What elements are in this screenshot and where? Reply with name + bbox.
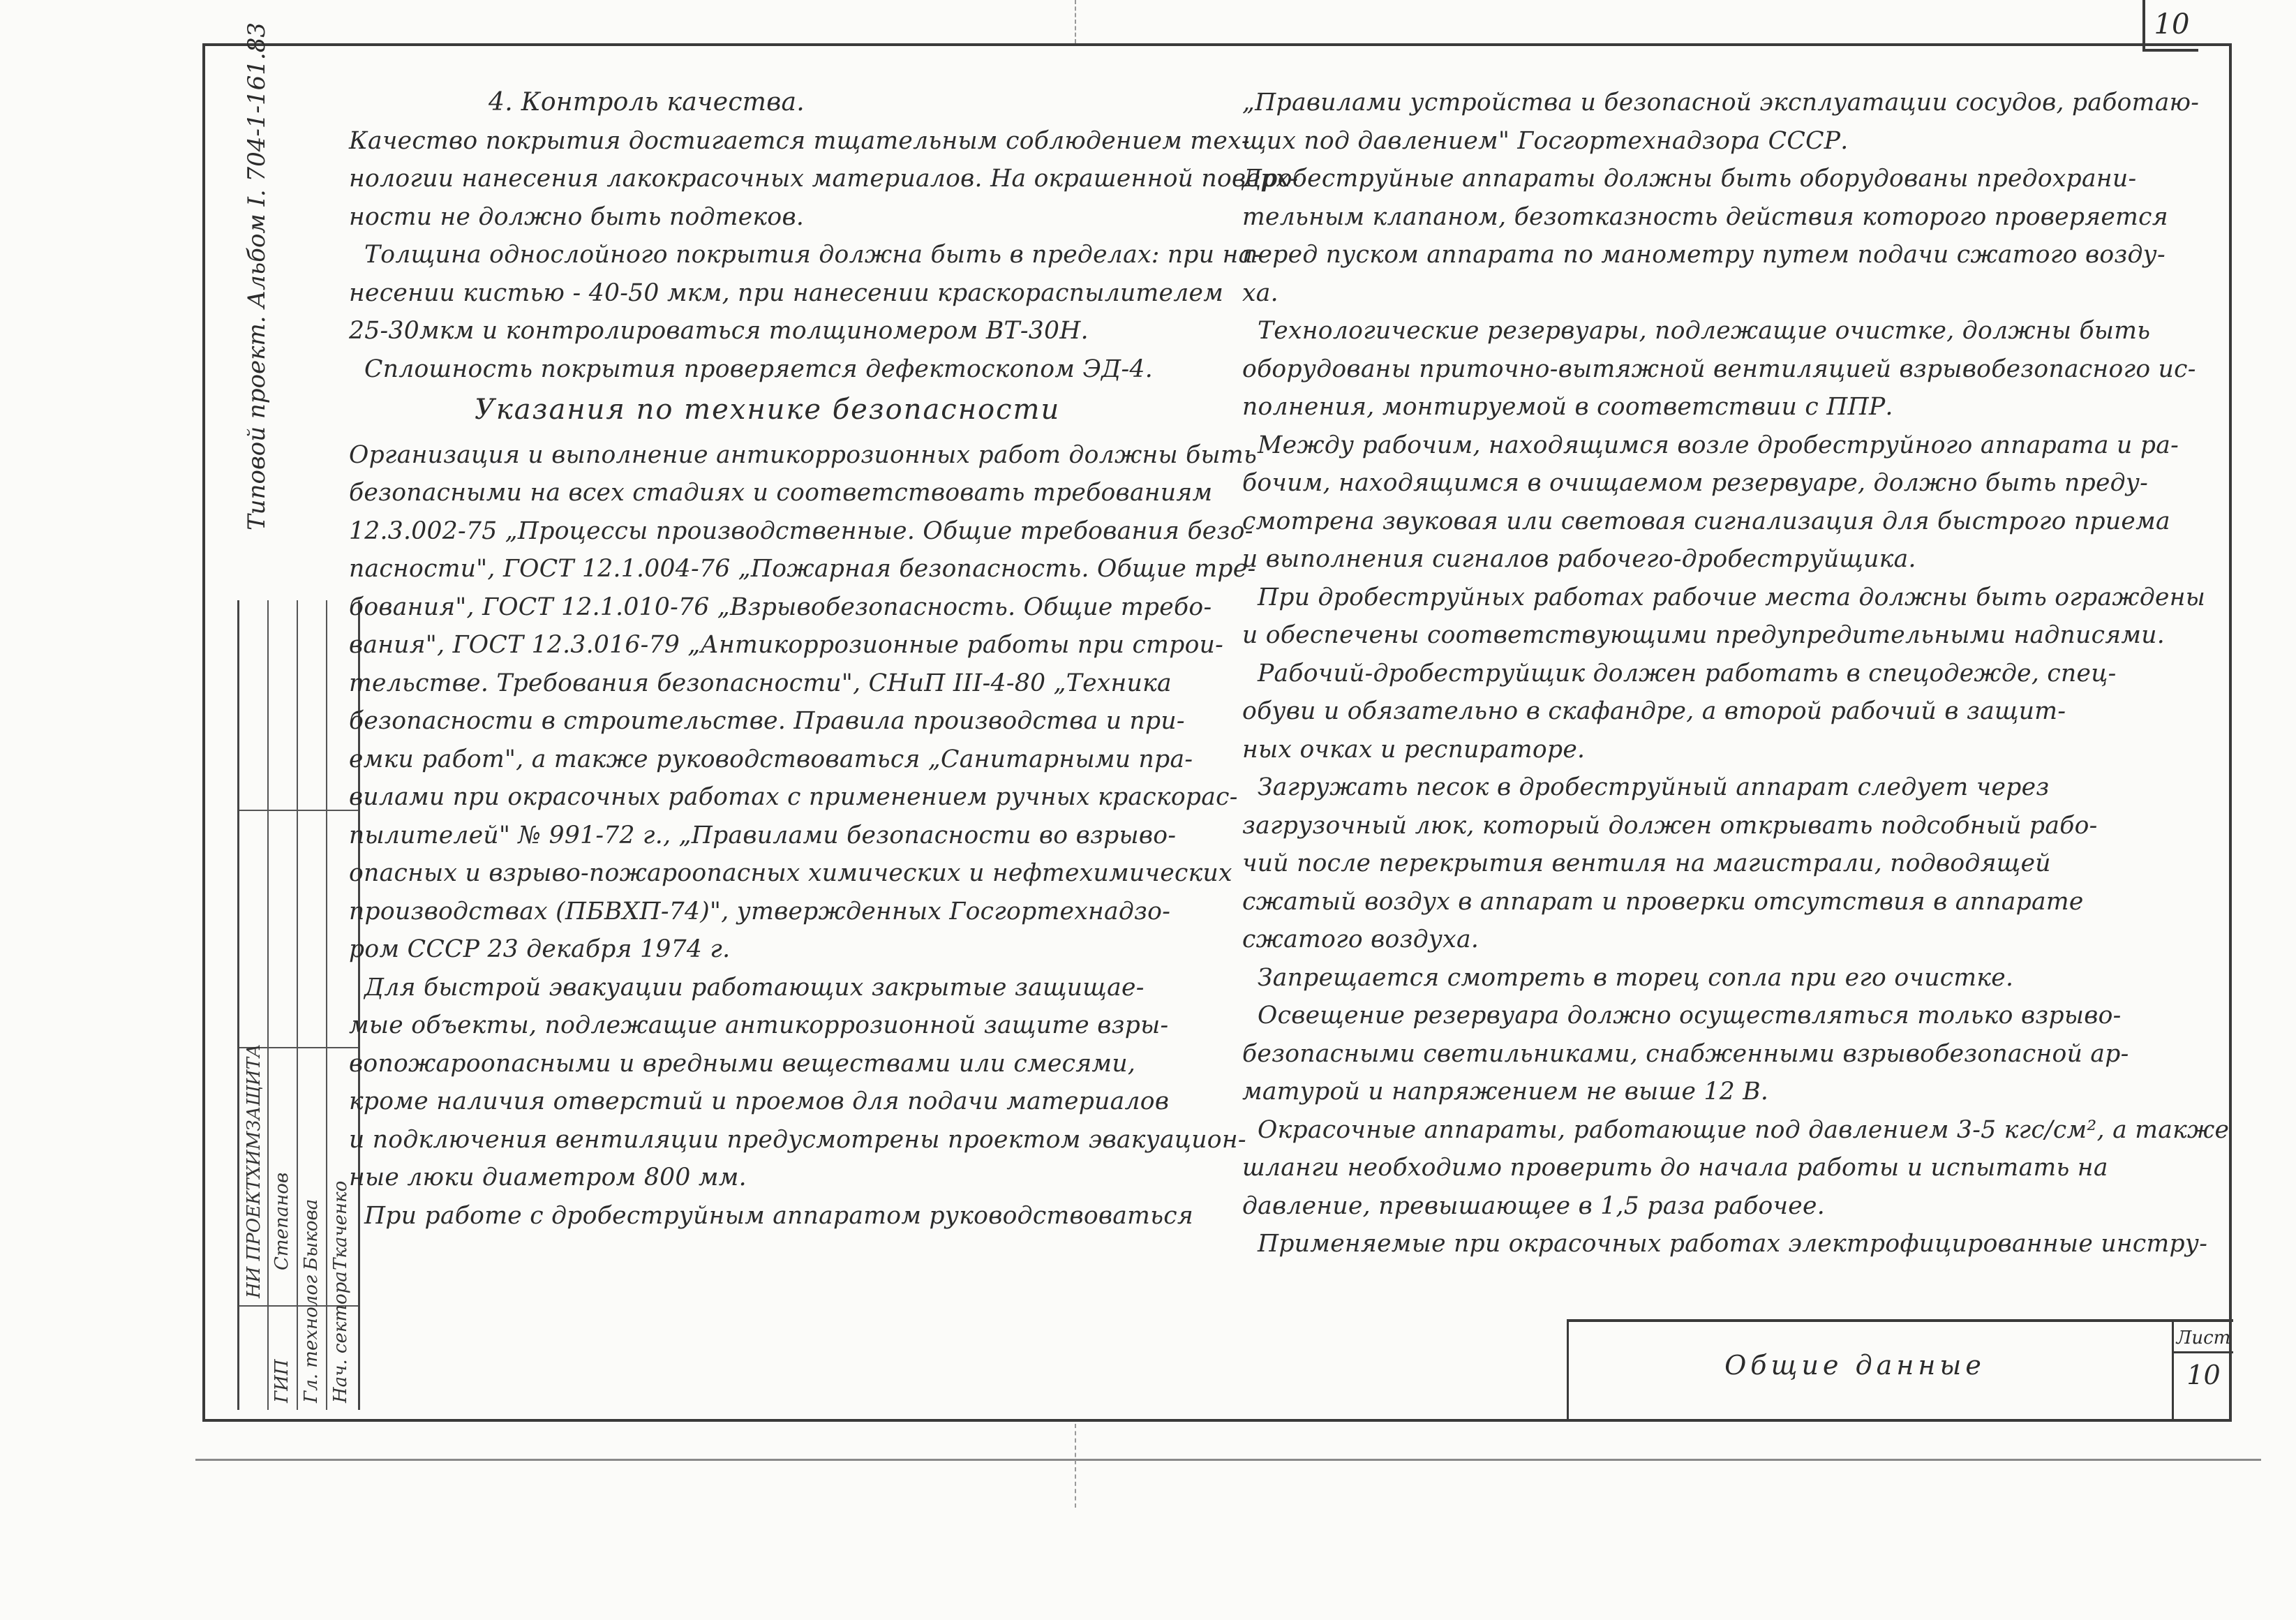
project-code: Типовой проект. Альбом I. 704-1-161.83	[243, 22, 271, 530]
text-line: кроме наличия отверстий и проемов для подачи материалов	[349, 1087, 1170, 1115]
text-line: Указания по технике безопасности	[475, 394, 1061, 426]
text-line: чий после перекрытия вентиля на магистрали, подводящей	[1242, 849, 2051, 877]
approval-stamp	[237, 600, 360, 1410]
text-line: смотрена звуковая или световая сигнализация для быстрого приема	[1242, 507, 2170, 535]
text-line: Качество покрытия достигается тщательным соблюдением тех-	[349, 126, 1250, 155]
text-line: и выполнения сигналов рабочего-дробеструйщика.	[1242, 545, 1916, 573]
text-line: Сплошность покрытия проверяется дефектоскопом ЭД-4.	[364, 355, 1153, 383]
text-line: и обеспечены соответствующими предупредительными надписями.	[1242, 621, 2165, 649]
text-line: Применяемые при окрасочных работах электрофицированные инстру-	[1258, 1230, 2208, 1258]
text-line: тельстве. Требования безопасности", СНиП III-4-80 „Техника	[349, 669, 1172, 697]
text-line: Загружать песок в дробеструйный аппарат следует через	[1258, 773, 2050, 801]
text-line: Между рабочим, находящимся возле дробеструйного аппарата и ра-	[1258, 431, 2179, 459]
fold-mark	[1075, 1424, 1076, 1508]
text-line: ности не должно быть подтеков.	[349, 202, 805, 231]
text-line: пылителей" № 991-72 г., „Правилами безопасности во взрыво-	[349, 821, 1177, 849]
text-line: безопасности в строительстве. Правила производства и при-	[349, 707, 1185, 735]
text-line: шланги необходимо проверить до начала работы и испытать на	[1242, 1154, 2108, 1182]
text-line: 25-30мкм и контролироваться толщиномером ВТ-30Н.	[349, 317, 1089, 345]
text-line: безопасными на всех стадиях и соответствовать требованиям	[349, 479, 1213, 507]
sheet-value: 10	[2186, 1360, 2221, 1390]
text-line: вопожароопасными и вредными веществами или смесями,	[349, 1049, 1136, 1078]
text-line: бования", ГОСТ 12.1.010-76 „Взрывобезопасность. Общие требо-	[349, 593, 1212, 621]
text-line: давление, превышающее в 1,5 раза рабочее.	[1242, 1191, 1825, 1220]
text-line: ха.	[1242, 278, 1279, 307]
text-line: Запрещается смотреть в торец сопла при его очистке.	[1258, 963, 2014, 992]
text-line: Для быстрой эвакуации работающих закрытые защищае-	[364, 973, 1145, 1002]
text-line: оборудованы приточно-вытяжной вентиляцией взрывобезопасного ис-	[1242, 355, 2196, 383]
text-line: Рабочий-дробеструйщик должен работать в спецодежде, спец-	[1258, 659, 2117, 688]
fold-mark	[1075, 0, 1076, 43]
text-line: ных очках и респираторе.	[1242, 735, 1586, 764]
sheet-label: Лист	[2174, 1325, 2233, 1353]
text-line: щих под давлением" Госгортехнадзора СССР.	[1242, 126, 1849, 155]
text-line: 12.3.002-75 „Процессы производственные. Общие требования безо-	[349, 517, 1253, 545]
text-line: „Правилами устройства и безопасной эксплуатации сосудов, работаю-	[1242, 89, 2200, 117]
text-line: производствах (ПБВХП-74)", утвержденных Госгортехнадзо-	[349, 897, 1171, 926]
text-line: При дробеструйных работах рабочие места должны быть ограждены	[1258, 583, 2206, 611]
stamp-org: НИ ПРОЕКТХИМЗАЩИТА	[244, 1043, 264, 1298]
stamp-name: Быкова	[301, 1198, 322, 1270]
text-line: вания", ГОСТ 12.3.016-79 „Антикоррозионные работы при строи-	[349, 631, 1224, 659]
text-line: и подключения вентиляции предусмотрены проектом эвакуацион-	[349, 1125, 1246, 1154]
text-line: Окрасочные аппараты, работающие под давлением 3-5 кгс/см², а также	[1258, 1115, 2230, 1144]
text-line: ром СССР 23 декабря 1974 г.	[349, 935, 731, 963]
text-line: вилами при окрасочных работах с применением ручных краскорас-	[349, 783, 1238, 811]
sheet-title: Общие данные	[1724, 1350, 1985, 1381]
text-line: Организация и выполнение антикоррозионных работ должны быть	[349, 440, 1258, 469]
text-line: емки работ", а также руководствоваться „Санитарными пра-	[349, 745, 1193, 773]
text-line: Освещение резервуара должно осуществляться только взрыво-	[1258, 1002, 2122, 1030]
text-line: 4. Контроль качества.	[489, 88, 805, 117]
text-line: загрузочный люк, который должен открывать подсобный рабо-	[1242, 811, 2098, 840]
corner-sheet-number: 10	[2142, 0, 2198, 52]
title-block	[1567, 1319, 2233, 1420]
text-line: бочим, находящимся в очищаемом резервуаре, должно быть преду-	[1242, 469, 2149, 497]
stamp-role: Нач. сектора	[330, 1271, 351, 1403]
text-line: мые объекты, подлежащие антикоррозионной защите взры-	[349, 1011, 1169, 1039]
stamp-role: Гл. технолог	[301, 1275, 322, 1403]
text-line: тельным клапаном, безотказность действия которого проверяется	[1242, 202, 2168, 231]
right-text-column	[1242, 84, 2230, 1263]
text-line: полнения, монтируемой в соответствии с ППР.	[1242, 393, 1893, 421]
sheet-cell	[2172, 1322, 2233, 1420]
text-line: При работе с дробеструйным аппаратом руководствоваться	[364, 1201, 1194, 1230]
text-line: пасности", ГОСТ 12.1.004-76 „Пожарная безопасность. Общие тре-	[349, 555, 1256, 583]
text-line: обуви и обязательно в скафандре, а второй рабочий в защит-	[1242, 697, 2066, 725]
text-line: сжатого воздуха.	[1242, 926, 1479, 953]
text-line: ные люки диаметром 800 мм.	[349, 1164, 747, 1191]
text-line: Дробеструйные аппараты должны быть оборудованы предохрани-	[1242, 165, 2137, 193]
text-line: несении кистью - 40-50 мкм, при нанесении краскораспылителем	[349, 278, 1224, 307]
stamp-name: Степанов	[271, 1172, 292, 1270]
text-line: матурой и напряжением не выше 12 В.	[1242, 1078, 1769, 1106]
stamp-name: Ткаченко	[330, 1180, 351, 1270]
text-line: Толщина однослойного покрытия должна быть в пределах: при на-	[364, 241, 1262, 269]
text-line: сжатый воздух в аппарат и проверки отсутствия в аппарате	[1242, 887, 2084, 916]
text-line: опасных и взрыво-пожароопасных химических и нефтехимических	[349, 859, 1232, 887]
text-line: безопасными светильниками, снабженными взрывобезопасной ар-	[1242, 1039, 2129, 1068]
text-line: Технологические резервуары, подлежащие очистке, должны быть	[1258, 317, 2151, 345]
text-line: нологии нанесения лакокрасочных материалов. На окрашенной поверх-	[349, 165, 1299, 193]
stamp-role: ГИП	[271, 1359, 292, 1403]
text-line: перед пуском аппарата по манометру путем подачи сжатого возду-	[1242, 241, 2165, 269]
scan-edge-line	[195, 1459, 2261, 1461]
